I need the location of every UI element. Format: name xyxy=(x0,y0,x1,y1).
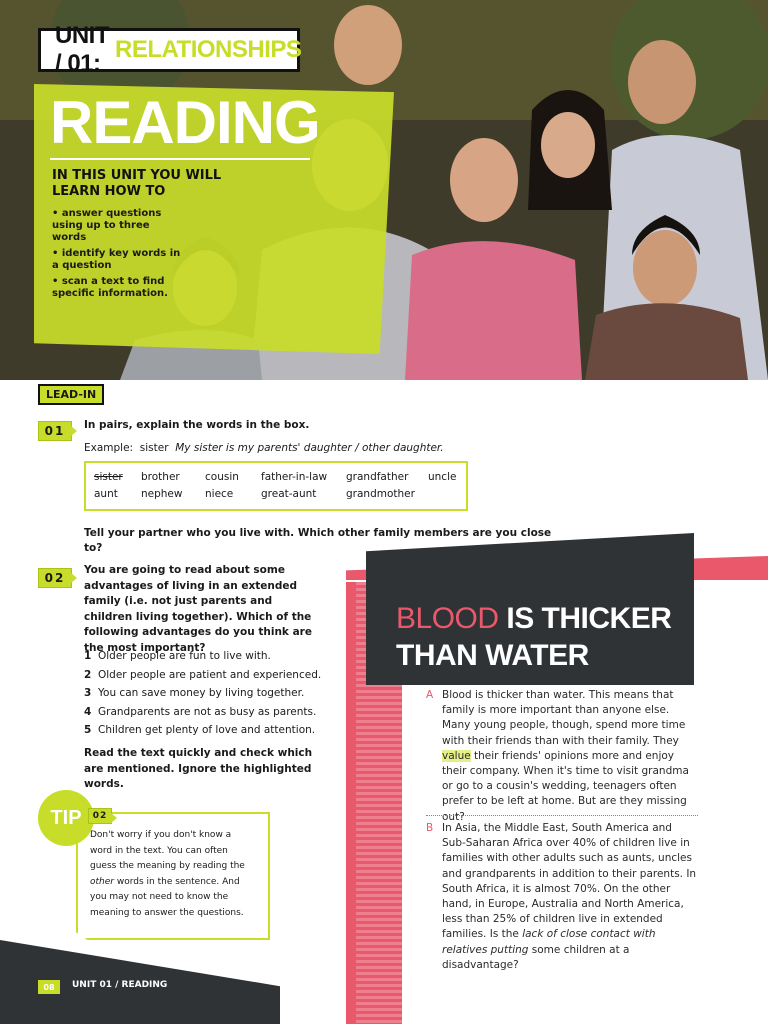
word-item: grandfather xyxy=(346,471,409,483)
learn-item: • scan a text to find specific information. xyxy=(52,276,182,300)
article-paragraph-b: B In Asia, the Middle East, South America and Sub-Saharan Africa over 40% of children live in families with other adults such as aunts, uncles and grandparents in addition to their parents. In South Africa, it is almost 70%. On the other hand, in Europe, Australia and North America, less than 25% of children live in extended families. Is the lack of close contact with relatives putting some children at a disadvantage? xyxy=(426,822,697,971)
unit-header xyxy=(38,22,302,77)
word-item: niece xyxy=(205,488,234,500)
article-title: BLOOD IS THICKER THAN WATER xyxy=(396,602,672,672)
word-item: uncle xyxy=(428,471,457,483)
exercise-number: 01 xyxy=(38,421,72,441)
list-item: 4 Grandparents are not as busy as parents. xyxy=(84,705,317,718)
word-item: sister xyxy=(94,471,123,483)
tip-text: Don't worry if you don't know a word in the text. You can often guess the meaning by reading the other words in the sentence. And you may not need to know the meaning to answer the questions. xyxy=(90,830,245,918)
highlighted-word: value xyxy=(442,749,471,762)
tip-badge: TIP xyxy=(38,790,94,846)
example-word: sister xyxy=(139,442,169,454)
footer-label: UNIT 01 / READING xyxy=(72,980,168,990)
ex2-instruction: You are going to read about some advantages of living in an extended family (i.e. not just parents and children living together). Which of the following advantages do you think are the most important? xyxy=(84,564,312,654)
learn-item: • answer questions using up to three words xyxy=(52,208,182,244)
list-item: 2 Older people are patient and experienced. xyxy=(84,668,322,681)
unit-label: UNIT / 01: xyxy=(55,22,109,77)
list-item: 5 Children get plenty of love and attention. xyxy=(84,724,316,736)
list-item: 1 Older people are fun to live with. xyxy=(84,650,271,662)
word-item: father-in-law xyxy=(261,471,328,483)
follow-up-question: Tell your partner who you live with. Which other family members are you close to? xyxy=(84,527,552,554)
learn-list xyxy=(52,208,182,304)
tip-number: 02 xyxy=(88,808,112,824)
word-item: great-aunt xyxy=(261,488,317,500)
word-box xyxy=(84,461,468,511)
lead-in-label: LEAD-IN xyxy=(38,384,104,405)
learn-item: • identify key words in a question xyxy=(52,248,182,272)
word-item: aunt xyxy=(94,488,118,500)
word-item: nephew xyxy=(141,488,183,500)
example-label: Example: xyxy=(84,442,134,454)
word-item: grandmother xyxy=(346,488,415,500)
read-instruction: Read the text quickly and check which are mentioned. Ignore the highlighted words. xyxy=(84,747,313,790)
ex1-instruction: In pairs, explain the words in the box. xyxy=(84,419,310,431)
list-item: 3 You can save money by living together. xyxy=(84,687,305,699)
section-title: READING xyxy=(50,89,320,156)
word-item: brother xyxy=(141,471,180,483)
learn-heading: IN THIS UNIT YOU WILL LEARN HOW TO xyxy=(52,168,222,199)
advantages-list xyxy=(84,647,321,740)
title-divider xyxy=(50,158,310,160)
exercise-number: 02 xyxy=(38,568,72,588)
example-answer: My sister is my parents' daughter / other daughter. xyxy=(175,442,444,454)
article-paragraph-a: A Blood is thicker than water. This means that family is more important than anyone else. Many young people, though, spend more time with their friends than with their family. They value their friends' opinions more and enjoy their company. When it's time to visit grandma or go to a cousin's wedding, teenagers often prefer to be left at home. But are they missing out? xyxy=(426,689,689,823)
unit-topic: RELATIONSHIPS xyxy=(115,36,302,63)
example-line xyxy=(84,441,544,456)
word-item: cousin xyxy=(205,471,239,483)
page-number: 08 xyxy=(38,980,60,994)
paragraph-divider xyxy=(426,815,698,816)
